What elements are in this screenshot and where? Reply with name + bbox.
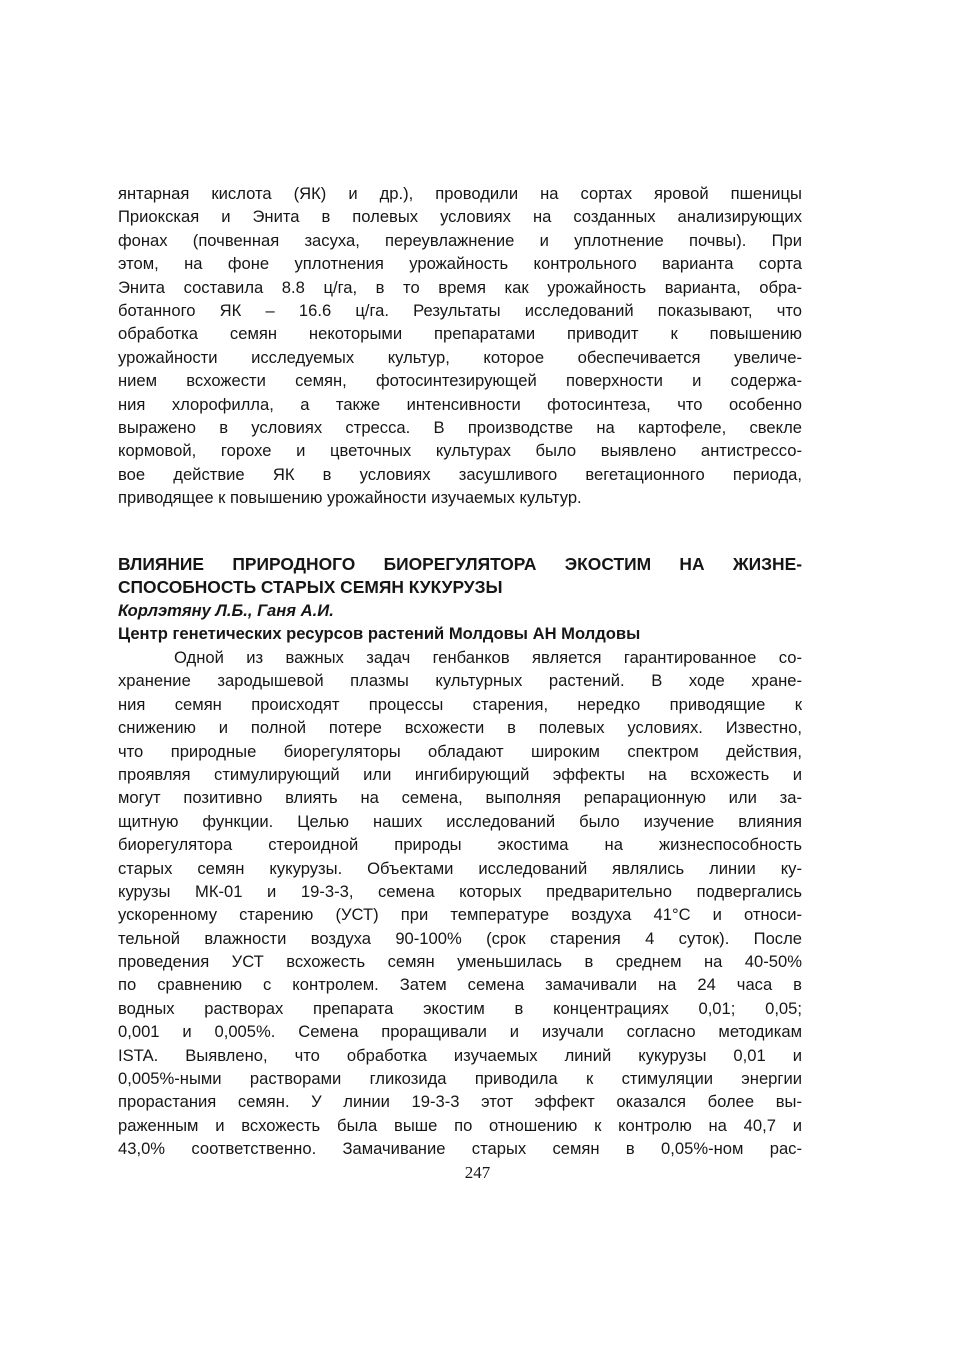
continued-paragraph [118, 182, 802, 509]
paragraph-line: ния хлорофилла, а также интенсивности фотосинтеза, что особенно [118, 394, 802, 414]
paragraph-line: что природные биорегуляторы обладают широким спектром действия, [118, 741, 802, 761]
paragraph-line: урожайности исследуемых культур, которое обеспечивается увеличе- [118, 347, 802, 367]
paragraph-line: проведения УСТ всхожесть семян уменьшилась в среднем на 40-50% [118, 952, 802, 972]
page-number: 247 [464, 1163, 491, 1182]
paragraph-line: курузы МК-01 и 19-3-3, семена которых предварительно подвергались [118, 881, 802, 901]
paragraph-line: кормовой, горохе и цветочных культурах было выявлено антистрессо- [118, 441, 802, 461]
paragraph-line: щитную функции. Целью наших исследований было изучение влияния [118, 811, 802, 831]
paragraph-line: хранение зародышевой плазмы культурных растений. В ходе хране- [118, 671, 802, 691]
paragraph-line: тельной влажности воздуха 90-100% (срок старения 4 суток). После [118, 928, 802, 948]
paragraph-line: снижению и полной потере всхожести в полевых условиях. Известно, [118, 718, 802, 738]
article-affiliation: Центр генетических ресурсов растений Молдовы АН Молдовы [118, 624, 641, 643]
paragraph-line: приводящее к повышению урожайности изучаемых культур. [118, 488, 582, 508]
paragraph-line: янтарная кислота (ЯК) и др.), проводили на сортах яровой пшеницы [118, 184, 802, 203]
article-title-line: ВЛИЯНИЕ ПРИРОДНОГО БИОРЕГУЛЯТОРА ЭКОСТИМ НА ЖИЗНЕ- [118, 554, 802, 574]
paragraph-line: 43,0% соответственно. Замачивание старых семян в 0,05%-ном рас- [118, 1139, 802, 1159]
paragraph-line: этом, на фоне уплотнения урожайность контрольного варианта сорта [118, 254, 802, 274]
paragraph-line: старых семян кукурузы. Объектами исследований являлись линии ку- [118, 858, 802, 878]
paragraph-line: биорегулятора стероидной природы экостима на жизнеспособность [118, 835, 802, 855]
paragraph-line: выражено в условиях стресса. В производстве на картофеле, свекле [118, 417, 802, 437]
paragraph-line: 0,005%-ными растворами гликозида приводила к стимуляции энергии [118, 1069, 802, 1089]
paragraph-line: фонах (почвенная засуха, переувлажнение и уплотнение почвы). При [118, 230, 802, 250]
paragraph-line: по сравнению с контролем. Затем семена замачивали на 24 часа в [118, 975, 802, 995]
paragraph-line: ускоренному старению (УСТ) при температуре воздуха 41°С и относи- [118, 905, 802, 925]
paragraph-line: могут позитивно влиять на семена, выполняя репарационную или за- [118, 788, 802, 808]
paragraph-line: вое действие ЯК в условиях засушливого вегетационного периода, [118, 464, 802, 484]
paragraph-line: 0,001 и 0,005%. Семена проращивали и изучали согласно методикам [118, 1022, 802, 1042]
article-body [118, 646, 802, 1161]
paragraph-line: раженным и всхожесть была выше по отношению к контролю на 40,7 и [118, 1115, 802, 1135]
paragraph-line: ботанного ЯК – 16.6 ц/га. Результаты исследований показывают, что [118, 300, 802, 320]
paragraph-line: нием всхожести семян, фотосинтезирующей поверхности и содержа- [118, 371, 802, 391]
paragraph-line: проявляя стимулирующий или ингибирующий эффекты на всхожесть и [118, 764, 802, 784]
article-authors: Корлэтяну Л.Б., Ганя А.И. [118, 601, 334, 620]
paragraph-line: обработка семян некоторыми препаратами приводит к повышению [118, 324, 802, 344]
paragraph-line: Энита составила 8.8 ц/га, в то время как урожайность варианта, обра- [118, 277, 802, 297]
paragraph-line: Одной из важных задач генбанков является гарантированное со- [174, 648, 802, 667]
paragraph-line: ния семян происходят процессы старения, нередко приводящие к [118, 694, 802, 714]
paragraph-line: прорастания семян. У линии 19-3-3 этот эффект оказался более вы- [118, 1092, 802, 1112]
paragraph-line: водных растворах препарата экостим в концентрациях 0,01; 0,05; [118, 998, 802, 1018]
article-header [118, 553, 802, 646]
paragraph-line: ISTA. Выявлено, что обработка изучаемых линий кукурузы 0,01 и [118, 1045, 802, 1065]
paragraph-line: Приокская и Энита в полевых условиях на созданных анализирующих [118, 207, 802, 227]
article-title-line: СПОСОБНОСТЬ СТАРЫХ СЕМЯН КУКУРУЗЫ [118, 577, 503, 597]
